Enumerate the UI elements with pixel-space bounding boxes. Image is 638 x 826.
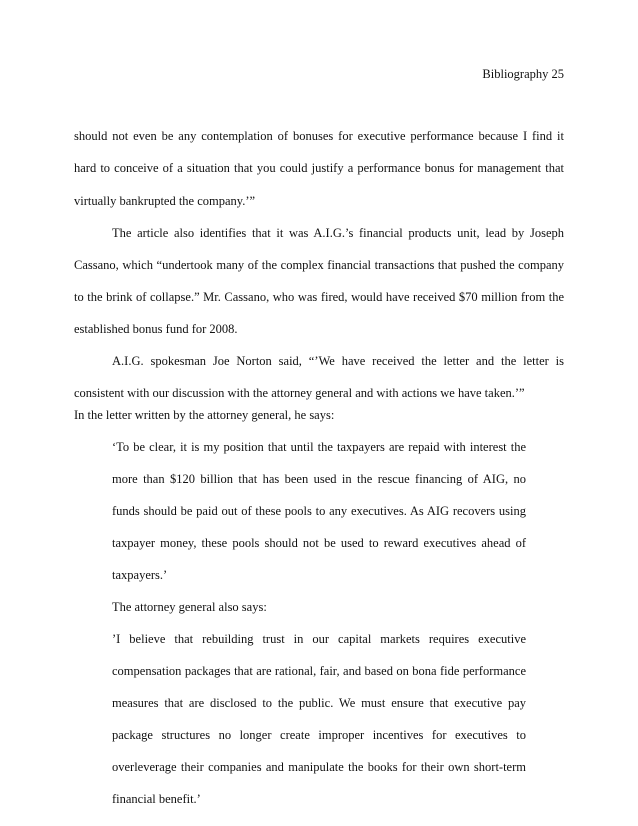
body-line: Cassano, which “undertook many of the complex financial transactions that pushed the company bbox=[74, 258, 564, 272]
block-quote-line: more than $120 billion that has been used in the rescue financing of AIG, no bbox=[112, 472, 526, 486]
body-line: should not even be any contemplation of bonuses for executive performance because I find it bbox=[74, 129, 564, 143]
block-quote-line: overleverage their companies and manipulate the books for their own short-term bbox=[112, 760, 526, 774]
body-line: A.I.G. spokesman Joe Norton said, “’We have received the letter and the letter is bbox=[112, 354, 564, 368]
block-quote-line: taxpayer money, these pools should not be used to reward executives ahead of bbox=[112, 536, 526, 550]
body-line: consistent with our discussion with the attorney general and with actions we have taken.’” bbox=[74, 386, 525, 400]
running-head: Bibliography 25 bbox=[482, 67, 564, 81]
body-line: virtually bankrupted the company.’” bbox=[74, 194, 256, 208]
block-quote-line: ‘To be clear, it is my position that until the taxpayers are repaid with interest the bbox=[112, 440, 526, 454]
block-quote-line: measures that are disclosed to the public. We must ensure that executive pay bbox=[112, 696, 526, 710]
block-quote-line: financial benefit.’ bbox=[112, 792, 201, 806]
body-line: established bonus fund for 2008. bbox=[74, 322, 238, 336]
block-quote-line: ’I believe that rebuilding trust in our capital markets requires executive bbox=[112, 632, 526, 646]
body-line: hard to conceive of a situation that you could justify a performance bonus for management that bbox=[74, 161, 564, 175]
block-quote-line: funds should be paid out of these pools to any executives. As AIG recovers using bbox=[112, 504, 526, 518]
block-quote-line: taxpayers.’ bbox=[112, 568, 168, 582]
body-line: The article also identifies that it was A.I.G.’s financial products unit, lead by Joseph bbox=[112, 226, 564, 240]
block-quote-line: package structures no longer create improper incentives for executives to bbox=[112, 728, 526, 742]
block-quote-line: compensation packages that are rational, fair, and based on bona fide performance bbox=[112, 664, 526, 678]
body-line: In the letter written by the attorney general, he says: bbox=[74, 408, 335, 422]
body-line: The attorney general also says: bbox=[112, 600, 267, 614]
body-line: to the brink of collapse.” Mr. Cassano, who was fired, would have received $70 million from the bbox=[74, 290, 564, 304]
